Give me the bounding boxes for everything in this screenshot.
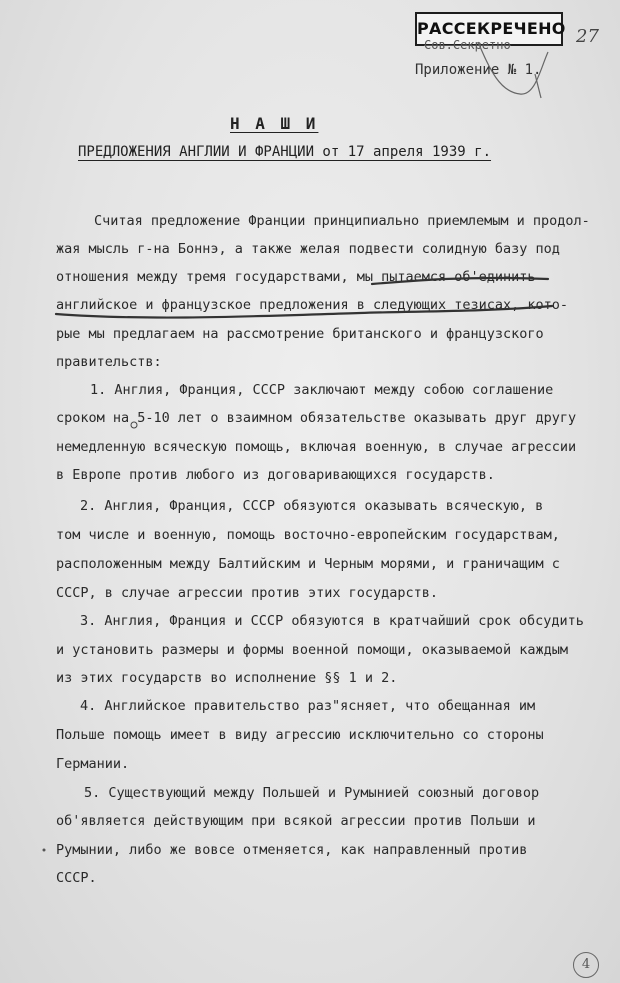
body-line: правительств: [56, 354, 162, 370]
body-line: отношения между тремя государствами, мы пытаемся об'единить [56, 269, 536, 285]
appendix-label: Приложение № 1. [415, 62, 542, 78]
page-number: 4 [573, 952, 599, 978]
body-line: 2. Англия, Франция, СССР обязуются оказывать всяческую, в [80, 498, 544, 514]
body-line: расположенным между Балтийским и Черным морями, и граничащим с [56, 556, 560, 572]
body-line: Польше помощь имеет в виду агрессию исключительно со стороны [56, 727, 544, 743]
body-line: Румынии, либо же вовсе отменяется, как направленный против [56, 842, 528, 858]
body-line: об'является действующим при всякой агрессии против Польши и [56, 813, 536, 829]
document-subtitle: ПРЕДЛОЖЕНИЯ АНГЛИИ И ФРАНЦИИ от 17 апреля 1939 г. [78, 144, 492, 160]
body-line: в Европе против любого из договаривающихся государств. [56, 467, 495, 483]
body-line: немедленную всяческую помощь, включая военную, в случае агрессии [56, 439, 577, 455]
struck-classification: Сов.Секретно [424, 38, 511, 52]
body-line: из этих государств во исполнение §§ 1 и 2. [56, 670, 398, 686]
body-line: 1. Англия, Франция, СССР заключают между собою соглашение [90, 382, 554, 398]
declassified-stamp: РАССЕКРЕЧЕНО [415, 12, 563, 46]
body-line: том числе и военную, помощь восточно-европейским государствам, [56, 527, 560, 543]
body-line: СССР. [56, 870, 97, 886]
body-line: жая мысль г-на Боннэ, а также желая подвести солидную базу под [56, 241, 560, 257]
body-line: 5. Существующий между Польшей и Румынией союзный договор [84, 785, 540, 801]
body-line: Германии. [56, 756, 130, 772]
handwritten-folio-number: 27 [576, 26, 599, 47]
document-title: Н А Ш И [230, 114, 319, 133]
body-line: Считая предложение Франции принципиально приемлемым и продол- [94, 213, 590, 229]
body-line: СССР, в случае агрессии против этих государств. [56, 585, 439, 601]
body-line: рые мы предлагаем на рассмотрение британского и французского [56, 326, 544, 342]
body-line: 3. Англия, Франция и СССР обязуются в кратчайший срок обсудить [80, 613, 584, 629]
body-line: и установить размеры и формы военной помощи, оказываемой каждым [56, 642, 569, 658]
body-line: 4. Английское правительство раз"ясняет, что обещанная им [80, 698, 536, 714]
body-line: сроком на 5-10 лет о взаимном обязательстве оказывать друг другу [56, 410, 577, 426]
body-line: английское и французское предложения в следующих тезисах, кото- [56, 297, 569, 313]
